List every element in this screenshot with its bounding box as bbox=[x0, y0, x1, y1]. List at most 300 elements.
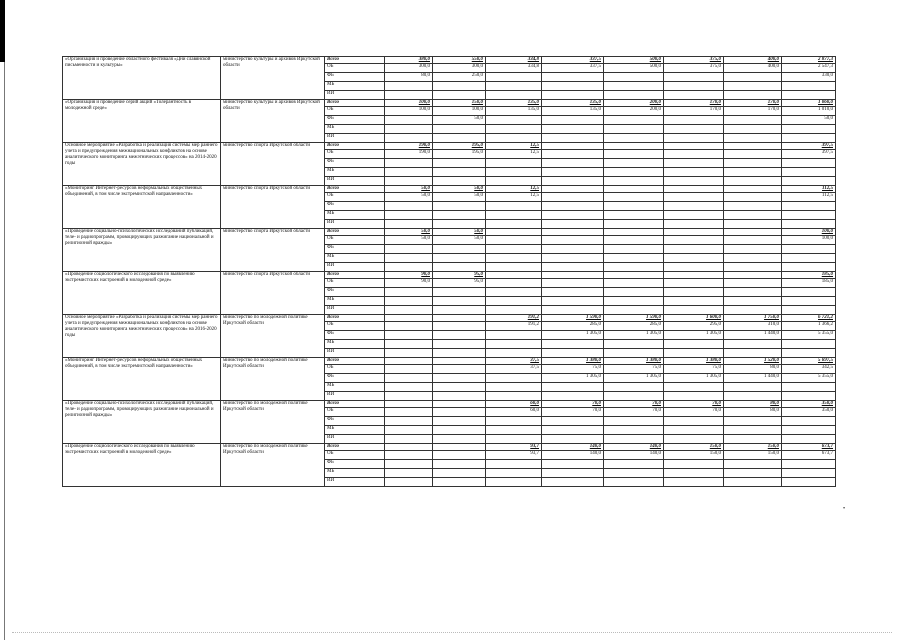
year-value-cell bbox=[664, 417, 724, 426]
year-value-cell bbox=[604, 435, 664, 444]
year-value-cell bbox=[486, 272, 542, 279]
funding-source-cell: ОБ bbox=[325, 193, 385, 202]
year-value-cell bbox=[486, 349, 542, 358]
year-value-cell bbox=[604, 460, 664, 469]
year-value-cell bbox=[664, 177, 724, 186]
year-value-cell bbox=[486, 383, 542, 392]
year-value-cell bbox=[542, 288, 604, 297]
year-value-cell bbox=[385, 340, 433, 349]
year-value-cell: 375,0 bbox=[664, 64, 724, 73]
year-value-cell bbox=[604, 478, 664, 487]
year-value-cell bbox=[664, 383, 724, 392]
year-value-cell bbox=[724, 134, 782, 143]
total-value-cell: 185,0 bbox=[782, 279, 836, 288]
responsible-org-cell: министерство по молодежной политике Иркутской области bbox=[221, 401, 325, 444]
year-value-cell bbox=[486, 460, 542, 469]
year-value-cell bbox=[385, 202, 433, 211]
table-row-total bbox=[63, 401, 836, 408]
funding-source-cell: Всего bbox=[325, 100, 385, 107]
year-value-cell bbox=[385, 331, 433, 340]
total-value-cell bbox=[782, 426, 836, 435]
year-value-cell bbox=[486, 202, 542, 211]
year-value-cell bbox=[604, 297, 664, 306]
year-value-cell bbox=[664, 82, 724, 91]
year-value-cell bbox=[724, 254, 782, 263]
year-value-cell bbox=[724, 288, 782, 297]
year-value-cell bbox=[604, 116, 664, 125]
funding-source-cell: ФБ bbox=[325, 417, 385, 426]
year-value-cell: 140,0 bbox=[604, 444, 664, 451]
year-value-cell: 50,0 bbox=[433, 236, 486, 245]
total-value-cell: 1 010,0 bbox=[782, 107, 836, 116]
table-row-total bbox=[63, 57, 836, 64]
year-value-cell bbox=[433, 331, 486, 340]
year-value-cell bbox=[433, 254, 486, 263]
year-value-cell: 135,0 bbox=[542, 107, 604, 116]
funding-source-cell: Всего bbox=[325, 143, 385, 150]
year-value-cell bbox=[486, 478, 542, 487]
total-value-cell bbox=[782, 82, 836, 91]
total-value-cell: 185,0 bbox=[782, 272, 836, 279]
year-value-cell bbox=[433, 374, 486, 383]
year-value-cell bbox=[385, 365, 433, 374]
year-value-cell bbox=[724, 417, 782, 426]
funding-source-cell: ИИ bbox=[325, 177, 385, 186]
year-value-cell bbox=[433, 245, 486, 254]
year-value-cell bbox=[604, 229, 664, 236]
year-value-cell: 135,0 bbox=[486, 107, 542, 116]
year-value-cell bbox=[542, 236, 604, 245]
year-value-cell bbox=[542, 150, 604, 159]
year-value-cell bbox=[604, 254, 664, 263]
funding-source-cell: МБ bbox=[325, 426, 385, 435]
year-value-cell bbox=[385, 82, 433, 91]
year-value-cell bbox=[604, 220, 664, 229]
year-value-cell bbox=[604, 469, 664, 478]
year-value-cell bbox=[486, 229, 542, 236]
funding-source-cell: ОБ bbox=[325, 365, 385, 374]
year-value-cell: 150,0 bbox=[724, 451, 782, 460]
year-value-cell bbox=[604, 340, 664, 349]
total-value-cell bbox=[782, 125, 836, 134]
year-value-cell bbox=[724, 202, 782, 211]
year-value-cell: 200,0 bbox=[604, 107, 664, 116]
year-value-cell bbox=[433, 297, 486, 306]
year-value-cell: 140,0 bbox=[542, 444, 604, 451]
year-value-cell bbox=[542, 340, 604, 349]
year-value-cell bbox=[542, 245, 604, 254]
year-value-cell bbox=[604, 211, 664, 220]
year-value-cell bbox=[664, 186, 724, 193]
year-value-cell bbox=[542, 159, 604, 168]
total-value-cell bbox=[782, 297, 836, 306]
responsible-org-cell: министерство спорта Иркутской области bbox=[221, 143, 325, 186]
year-value-cell bbox=[433, 444, 486, 451]
year-value-cell bbox=[724, 340, 782, 349]
year-value-cell bbox=[724, 383, 782, 392]
year-value-cell: 300,0 bbox=[385, 64, 433, 73]
year-value-cell bbox=[664, 392, 724, 401]
total-value-cell: 100,0 bbox=[782, 236, 836, 245]
year-value-cell: 95,0 bbox=[433, 272, 486, 279]
year-value-cell: 80,0 bbox=[724, 408, 782, 417]
year-value-cell bbox=[664, 116, 724, 125]
scan-bottom-edge bbox=[12, 632, 892, 634]
year-value-cell bbox=[664, 435, 724, 444]
funding-source-cell: ОБ bbox=[325, 236, 385, 245]
year-value-cell: 1 305,0 bbox=[542, 331, 604, 340]
total-value-cell bbox=[782, 168, 836, 177]
funding-source-cell: МБ bbox=[325, 211, 385, 220]
year-value-cell: 70,0 bbox=[604, 401, 664, 408]
year-value-cell bbox=[385, 116, 433, 125]
year-value-cell bbox=[385, 263, 433, 272]
year-value-cell: 191,2 bbox=[486, 322, 542, 331]
year-value-cell bbox=[724, 168, 782, 177]
year-value-cell bbox=[542, 220, 604, 229]
year-value-cell bbox=[486, 236, 542, 245]
year-value-cell bbox=[542, 143, 604, 150]
year-value-cell bbox=[433, 82, 486, 91]
responsible-org-cell: министерство спорта Иркутской области bbox=[221, 229, 325, 272]
total-value-cell: 2 877,3 bbox=[782, 57, 836, 64]
year-value-cell bbox=[664, 306, 724, 315]
activity-name-cell: «Организация и проведение областного фестиваля «Дни славянской письменности и культуры» bbox=[63, 57, 221, 100]
year-value-cell bbox=[542, 229, 604, 236]
year-value-cell: 170,0 bbox=[664, 100, 724, 107]
year-value-cell: 300,0 bbox=[433, 64, 486, 73]
year-value-cell: 1 380,0 bbox=[542, 358, 604, 365]
funding-source-cell: ФБ bbox=[325, 331, 385, 340]
year-value-cell bbox=[604, 91, 664, 100]
year-value-cell bbox=[724, 236, 782, 245]
year-value-cell bbox=[724, 91, 782, 100]
total-value-cell bbox=[782, 435, 836, 444]
year-value-cell bbox=[604, 288, 664, 297]
year-value-cell: 70,0 bbox=[664, 401, 724, 408]
year-value-cell: 310,0 bbox=[724, 322, 782, 331]
year-value-cell bbox=[664, 460, 724, 469]
year-value-cell bbox=[664, 340, 724, 349]
responsible-org-cell: министерство культуры и архивов Иркутской области bbox=[221, 100, 325, 143]
year-value-cell bbox=[604, 349, 664, 358]
year-value-cell bbox=[604, 82, 664, 91]
year-value-cell bbox=[486, 91, 542, 100]
total-value-cell bbox=[782, 288, 836, 297]
year-value-cell bbox=[385, 245, 433, 254]
funding-source-cell: ФБ bbox=[325, 202, 385, 211]
year-value-cell: 195,0 bbox=[433, 143, 486, 150]
year-value-cell: 75,0 bbox=[542, 365, 604, 374]
year-value-cell: 170,0 bbox=[724, 100, 782, 107]
year-value-cell bbox=[385, 401, 433, 408]
year-value-cell bbox=[542, 177, 604, 186]
table-row-total bbox=[63, 229, 836, 236]
total-value-cell bbox=[782, 220, 836, 229]
year-value-cell bbox=[433, 358, 486, 365]
year-value-cell: 100,0 bbox=[385, 100, 433, 107]
year-value-cell bbox=[604, 245, 664, 254]
year-value-cell bbox=[604, 159, 664, 168]
year-value-cell: 500,0 bbox=[604, 57, 664, 64]
total-value-cell bbox=[782, 211, 836, 220]
year-value-cell bbox=[542, 417, 604, 426]
year-value-cell bbox=[486, 331, 542, 340]
year-value-cell bbox=[724, 211, 782, 220]
year-value-cell bbox=[433, 202, 486, 211]
year-value-cell bbox=[664, 236, 724, 245]
year-value-cell bbox=[486, 263, 542, 272]
year-value-cell: 337,5 bbox=[542, 64, 604, 73]
year-value-cell: 50,0 bbox=[433, 186, 486, 193]
year-value-cell bbox=[385, 315, 433, 322]
funding-source-cell: ИИ bbox=[325, 349, 385, 358]
year-value-cell bbox=[724, 150, 782, 159]
year-value-cell bbox=[604, 236, 664, 245]
year-value-cell: 200,0 bbox=[604, 100, 664, 107]
year-value-cell bbox=[542, 469, 604, 478]
year-value-cell bbox=[542, 91, 604, 100]
year-value-cell bbox=[486, 125, 542, 134]
funding-source-cell: ИИ bbox=[325, 306, 385, 315]
year-value-cell bbox=[385, 297, 433, 306]
funding-source-cell: МБ bbox=[325, 125, 385, 134]
year-value-cell bbox=[542, 426, 604, 435]
year-value-cell bbox=[724, 272, 782, 279]
activity-name-cell: Основное мероприятие «Разработка и реализация системы мер раннего учета и предупреждения межнациональных конфликтов на основе аналитического мониторинга межэтнических процессов» на 2014-2020 годы bbox=[63, 143, 221, 186]
funding-source-cell: ОБ bbox=[325, 451, 385, 460]
year-value-cell bbox=[724, 460, 782, 469]
year-value-cell: 1 440,0 bbox=[724, 331, 782, 340]
responsible-org-cell: министерство по молодежной политике Иркутской области bbox=[221, 315, 325, 358]
year-value-cell bbox=[385, 408, 433, 417]
year-value-cell: 50,0 bbox=[385, 229, 433, 236]
total-value-cell: 1 060,0 bbox=[782, 100, 836, 107]
scan-edge-line bbox=[4, 62, 5, 640]
funding-source-cell: Всего bbox=[325, 186, 385, 193]
year-value-cell bbox=[724, 469, 782, 478]
funding-source-cell: Всего bbox=[325, 272, 385, 279]
year-value-cell bbox=[664, 193, 724, 202]
funding-source-cell: Всего bbox=[325, 315, 385, 322]
year-value-cell bbox=[604, 279, 664, 288]
total-value-cell: 342,5 bbox=[782, 365, 836, 374]
year-value-cell bbox=[433, 340, 486, 349]
funding-source-cell: Всего bbox=[325, 229, 385, 236]
year-value-cell bbox=[433, 349, 486, 358]
total-value-cell: 2 547,3 bbox=[782, 64, 836, 73]
funding-source-cell: ИИ bbox=[325, 392, 385, 401]
year-value-cell bbox=[542, 186, 604, 193]
year-value-cell: 50,0 bbox=[385, 186, 433, 193]
year-value-cell bbox=[486, 417, 542, 426]
total-value-cell: 5 697,5 bbox=[782, 358, 836, 365]
year-value-cell bbox=[385, 383, 433, 392]
year-value-cell bbox=[433, 263, 486, 272]
funding-source-cell: ФБ bbox=[325, 288, 385, 297]
total-value-cell: 330,0 bbox=[782, 73, 836, 82]
total-value-cell bbox=[782, 469, 836, 478]
total-value-cell: 397,5 bbox=[782, 143, 836, 150]
year-value-cell: 1 380,0 bbox=[604, 358, 664, 365]
responsible-org-cell: министерство культуры и архивов Иркутской области bbox=[221, 57, 325, 100]
year-value-cell bbox=[724, 159, 782, 168]
year-value-cell bbox=[385, 288, 433, 297]
total-value-cell: 397,5 bbox=[782, 150, 836, 159]
year-value-cell bbox=[604, 193, 664, 202]
year-value-cell bbox=[486, 279, 542, 288]
year-value-cell bbox=[724, 297, 782, 306]
year-value-cell bbox=[542, 349, 604, 358]
year-value-cell bbox=[433, 322, 486, 331]
funding-source-cell: Всего bbox=[325, 444, 385, 451]
year-value-cell bbox=[385, 451, 433, 460]
total-value-cell bbox=[782, 349, 836, 358]
year-value-cell bbox=[385, 478, 433, 487]
total-value-cell: 100,0 bbox=[782, 229, 836, 236]
year-value-cell: 295,0 bbox=[664, 322, 724, 331]
year-value-cell bbox=[542, 125, 604, 134]
year-value-cell bbox=[486, 340, 542, 349]
table-row-total bbox=[63, 272, 836, 279]
table-row-total bbox=[63, 315, 836, 322]
total-value-cell: 6 721,2 bbox=[782, 315, 836, 322]
activity-name-cell: «Мониторинг Интернет-ресурсов неформальных общественных объединений, в том числе экстремистской направленности» bbox=[63, 186, 221, 229]
funding-source-cell: ОБ bbox=[325, 107, 385, 116]
year-value-cell: 170,0 bbox=[724, 107, 782, 116]
year-value-cell bbox=[724, 349, 782, 358]
funding-source-cell: ОБ bbox=[325, 322, 385, 331]
year-value-cell bbox=[542, 82, 604, 91]
year-value-cell bbox=[486, 392, 542, 401]
year-value-cell: 75,0 bbox=[664, 365, 724, 374]
year-value-cell bbox=[486, 374, 542, 383]
total-value-cell: 350,0 bbox=[782, 408, 836, 417]
year-value-cell bbox=[724, 73, 782, 82]
year-value-cell: 285,0 bbox=[542, 322, 604, 331]
year-value-cell: 1 305,0 bbox=[664, 374, 724, 383]
year-value-cell: 1 305,0 bbox=[604, 374, 664, 383]
year-value-cell: 1 590,0 bbox=[604, 315, 664, 322]
year-value-cell: 1 590,0 bbox=[542, 315, 604, 322]
year-value-cell: 50,0 bbox=[433, 116, 486, 125]
table-row-total bbox=[63, 358, 836, 365]
year-value-cell bbox=[486, 168, 542, 177]
year-value-cell: 50,0 bbox=[433, 193, 486, 202]
responsible-org-cell: министерство по молодежной политике Иркутской области bbox=[221, 358, 325, 401]
year-value-cell bbox=[542, 435, 604, 444]
year-value-cell bbox=[433, 460, 486, 469]
year-value-cell bbox=[664, 73, 724, 82]
year-value-cell: 190,0 bbox=[385, 143, 433, 150]
year-value-cell bbox=[664, 125, 724, 134]
year-value-cell bbox=[664, 254, 724, 263]
year-value-cell bbox=[385, 177, 433, 186]
year-value-cell: 135,0 bbox=[542, 100, 604, 107]
year-value-cell bbox=[664, 211, 724, 220]
year-value-cell: 70,0 bbox=[604, 408, 664, 417]
year-value-cell bbox=[486, 211, 542, 220]
year-value-cell bbox=[433, 435, 486, 444]
year-value-cell bbox=[604, 134, 664, 143]
year-value-cell bbox=[433, 159, 486, 168]
year-value-cell bbox=[724, 186, 782, 193]
year-value-cell: 37,5 bbox=[486, 365, 542, 374]
total-value-cell: 5 355,0 bbox=[782, 331, 836, 340]
funding-source-cell: МБ bbox=[325, 297, 385, 306]
year-value-cell bbox=[385, 349, 433, 358]
year-value-cell bbox=[433, 426, 486, 435]
year-value-cell: 12,5 bbox=[486, 186, 542, 193]
year-value-cell bbox=[664, 478, 724, 487]
year-value-cell: 100,0 bbox=[385, 107, 433, 116]
year-value-cell bbox=[542, 392, 604, 401]
year-value-cell bbox=[604, 150, 664, 159]
year-value-cell bbox=[664, 469, 724, 478]
total-value-cell bbox=[782, 340, 836, 349]
total-value-cell: 673,7 bbox=[782, 444, 836, 451]
funding-source-cell: Всего bbox=[325, 401, 385, 408]
year-value-cell: 135,0 bbox=[486, 100, 542, 107]
year-value-cell: 1 440,0 bbox=[724, 374, 782, 383]
funding-source-cell: ФБ bbox=[325, 374, 385, 383]
year-value-cell: 150,0 bbox=[433, 100, 486, 107]
year-value-cell bbox=[604, 272, 664, 279]
year-value-cell: 150,0 bbox=[664, 444, 724, 451]
year-value-cell bbox=[433, 451, 486, 460]
responsible-org-cell: министерство спорта Иркутской области bbox=[221, 272, 325, 315]
year-value-cell bbox=[433, 125, 486, 134]
total-value-cell: 350,0 bbox=[782, 401, 836, 408]
year-value-cell bbox=[724, 263, 782, 272]
year-value-cell bbox=[604, 202, 664, 211]
year-value-cell bbox=[542, 168, 604, 177]
year-value-cell bbox=[433, 134, 486, 143]
funding-source-cell: ФБ bbox=[325, 245, 385, 254]
year-value-cell bbox=[433, 91, 486, 100]
year-value-cell bbox=[486, 245, 542, 254]
year-value-cell bbox=[542, 460, 604, 469]
year-value-cell: 1 750,0 bbox=[724, 315, 782, 322]
year-value-cell bbox=[724, 177, 782, 186]
year-value-cell: 93,7 bbox=[486, 444, 542, 451]
year-value-cell: 70,0 bbox=[542, 401, 604, 408]
year-value-cell bbox=[724, 279, 782, 288]
year-value-cell: 1 305,0 bbox=[604, 331, 664, 340]
year-value-cell bbox=[664, 426, 724, 435]
year-value-cell bbox=[664, 91, 724, 100]
year-value-cell bbox=[385, 306, 433, 315]
year-value-cell: 170,0 bbox=[664, 107, 724, 116]
year-value-cell bbox=[604, 306, 664, 315]
year-value-cell bbox=[433, 469, 486, 478]
total-value-cell bbox=[782, 392, 836, 401]
year-value-cell bbox=[433, 306, 486, 315]
total-value-cell: 1 366,2 bbox=[782, 322, 836, 331]
funding-source-cell: ОБ bbox=[325, 64, 385, 73]
year-value-cell: 90,0 bbox=[385, 279, 433, 288]
total-value-cell bbox=[782, 177, 836, 186]
year-value-cell bbox=[542, 272, 604, 279]
year-value-cell bbox=[664, 220, 724, 229]
year-value-cell bbox=[724, 245, 782, 254]
year-value-cell bbox=[385, 322, 433, 331]
year-value-cell: 37,5 bbox=[486, 358, 542, 365]
year-value-cell bbox=[486, 159, 542, 168]
year-value-cell bbox=[385, 159, 433, 168]
year-value-cell bbox=[385, 211, 433, 220]
year-value-cell bbox=[542, 116, 604, 125]
